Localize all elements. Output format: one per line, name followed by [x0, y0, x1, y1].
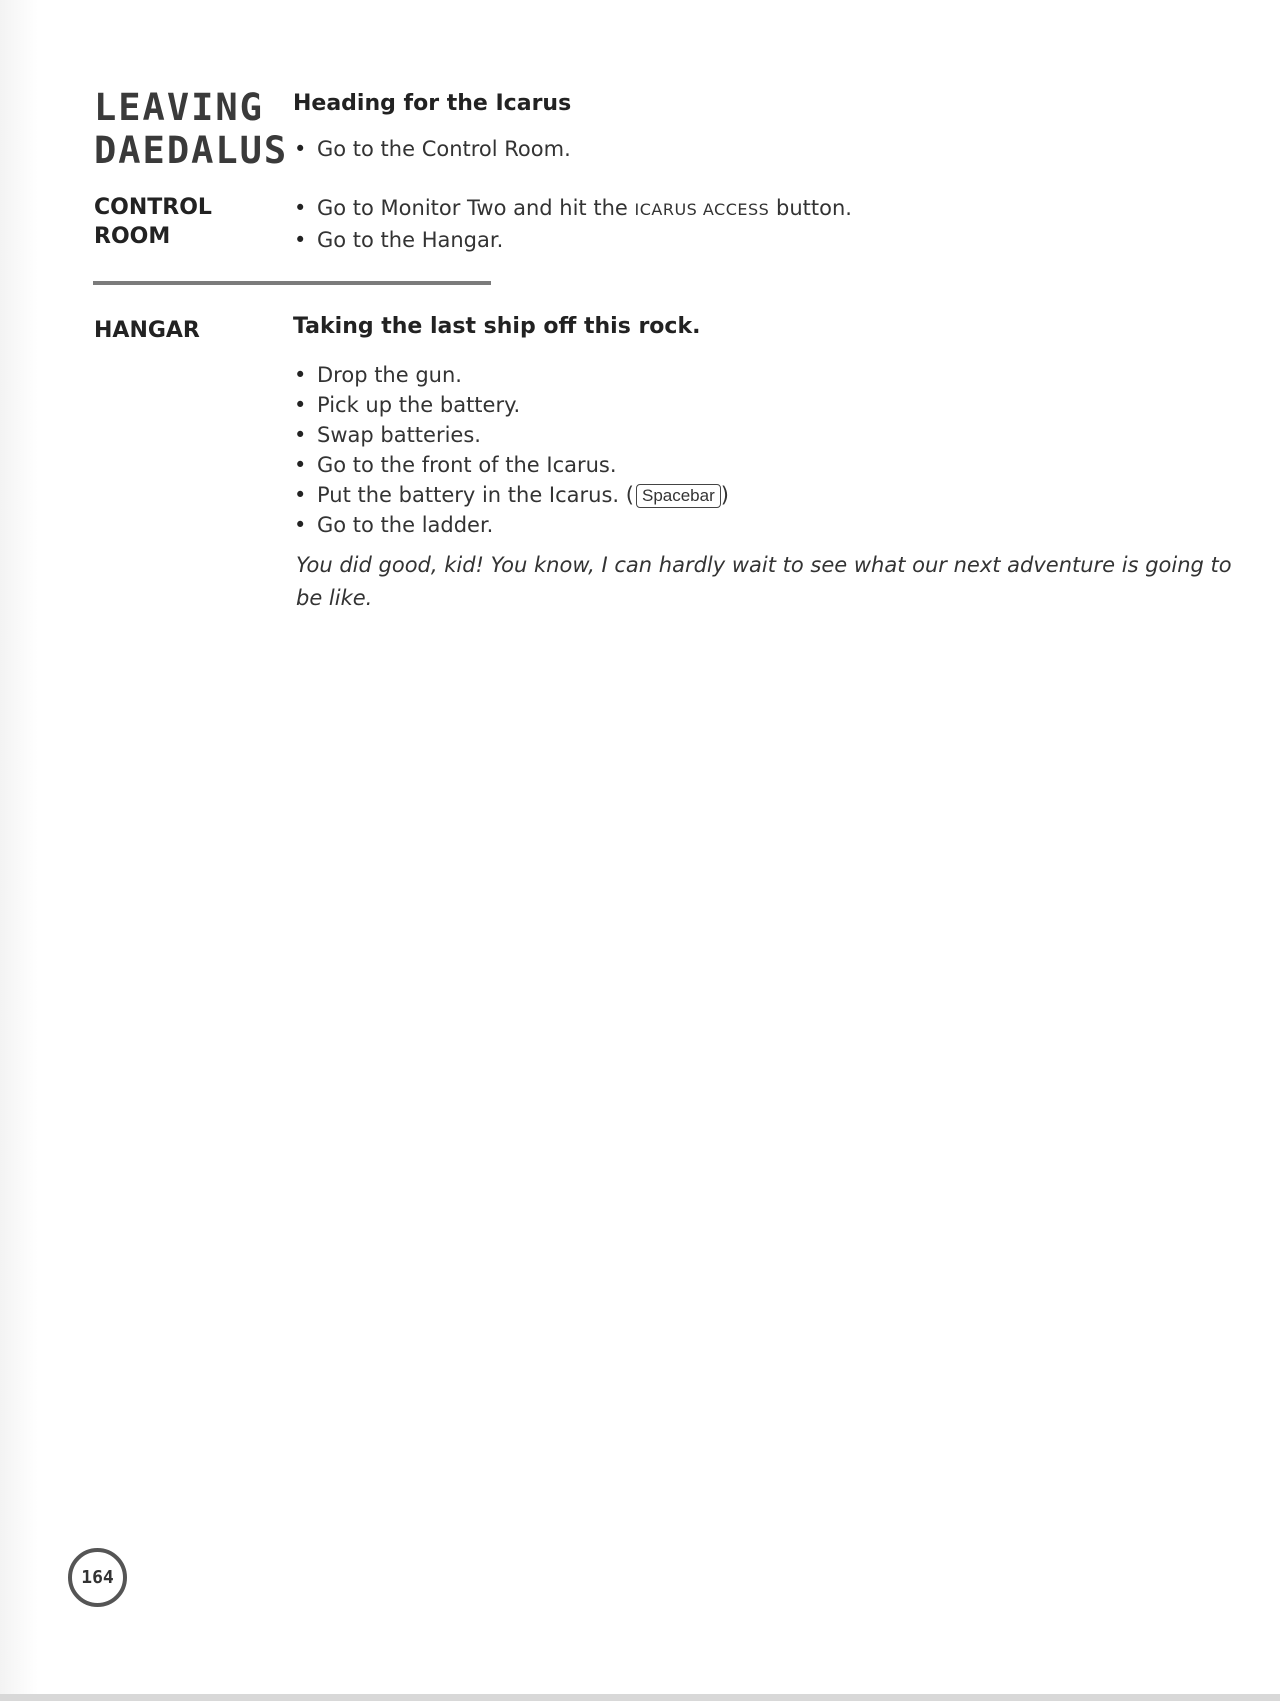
- list-item: • Go to the Hangar.: [293, 225, 852, 255]
- closing-quote: You did good, kid! You know, I can hardly wait to see what our next adventure is going to be like.: [296, 553, 1232, 610]
- list-item: • Go to the front of the Icarus.: [293, 450, 729, 480]
- chapter-title-line-1: LEAVING: [94, 86, 264, 129]
- section-divider: [93, 281, 491, 285]
- list-item: [293, 193, 852, 225]
- page-number: 164: [81, 1567, 114, 1588]
- chapter-title: [94, 86, 288, 172]
- hangar-steps: [293, 360, 729, 540]
- page-number-badge: [68, 1548, 127, 1607]
- list-item: • Drop the gun.: [293, 360, 729, 390]
- list-item: • Go to the Control Room.: [293, 134, 571, 164]
- list-item: • Go to the ladder.: [293, 510, 729, 540]
- bottom-edge: [0, 1694, 1280, 1701]
- page-edge-shadow: [0, 0, 38, 1701]
- control-room-steps: [293, 193, 852, 255]
- list-item: • Swap batteries.: [293, 420, 729, 450]
- side-label-line-2: ROOM: [94, 224, 171, 249]
- chapter-title-line-2: DAEDALUS: [94, 129, 289, 172]
- section-heading-icarus: Heading for the Icarus: [293, 91, 572, 116]
- section-steps-icarus: [293, 134, 571, 164]
- button-name-smallcaps: ICARUS ACCESS: [634, 200, 770, 219]
- step-text: Put the battery in the Icarus.: [317, 483, 620, 507]
- side-label-control-room: [94, 193, 212, 251]
- list-item: • Pick up the battery.: [293, 390, 729, 420]
- section-heading-hangar: Taking the last ship off this rock.: [293, 314, 701, 339]
- step-text: Go to Monitor Two and hit the: [317, 196, 635, 220]
- step-text: button.: [769, 196, 852, 220]
- side-label-line-1: CONTROL: [94, 195, 212, 220]
- list-item: • Put the battery in the Icarus. ( Spacebar ): [293, 480, 729, 510]
- side-label-hangar: HANGAR: [94, 318, 200, 343]
- spacebar-key-icon: Spacebar: [636, 484, 721, 508]
